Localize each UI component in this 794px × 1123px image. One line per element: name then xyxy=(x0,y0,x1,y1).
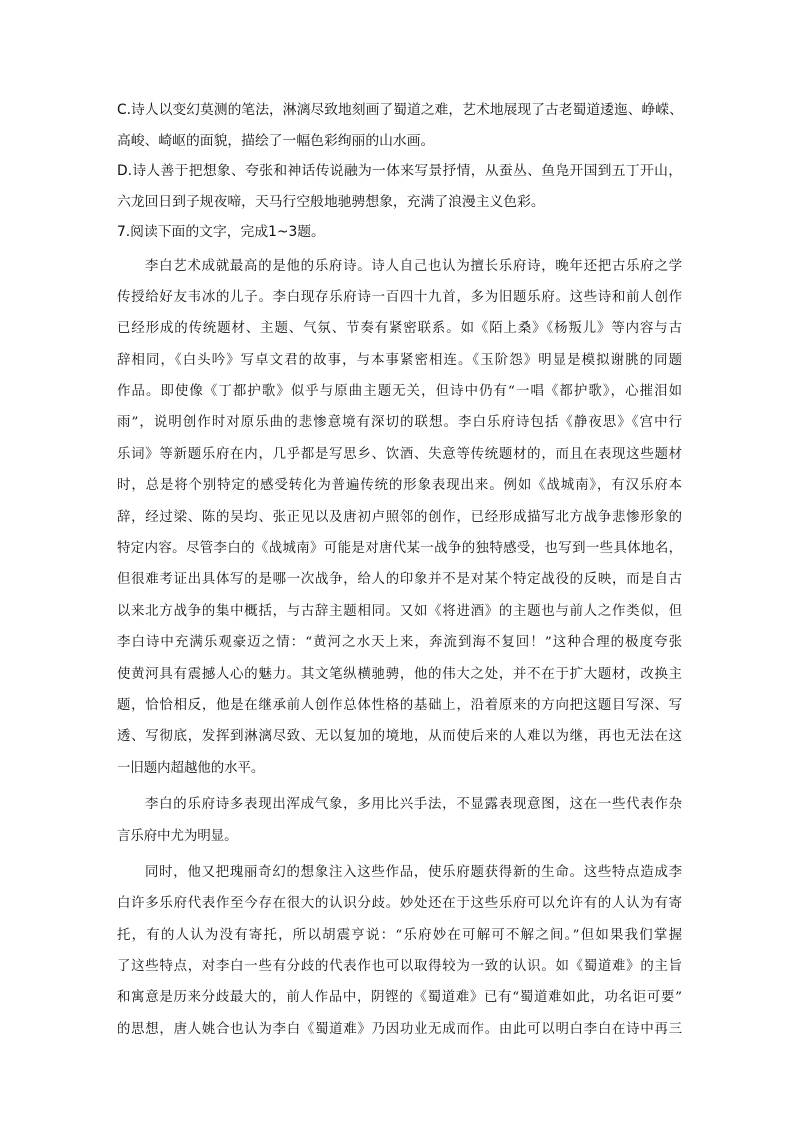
passage-line: 辞相同，《白头吟》写卓文君的故事，与本事紧密相连。《玉阶怨》明显是模拟谢朓的同题 xyxy=(117,352,682,368)
passage-line: 特定内容。尽管李白的《战城南》可能是对唐代某一战争的独特感受，也写到一些具体地名， xyxy=(117,541,682,557)
passage-line: 题，恰恰相反，他是在继承前人创作总体性格的基础上，沿着原来的方向把这题目写深、写 xyxy=(117,697,682,713)
passage-line: 乐词》等新题乐府在内，几乎都是写思乡、饮酒、失意等传统题材的，而且在表现这些题材 xyxy=(117,446,682,462)
passage-line: 辞，经过梁、陈的吴均、张正见以及唐初卢照邻的创作，已经形成描写北方战争悲惨形象的 xyxy=(117,509,682,525)
passage-line: 言乐府中尤为明显。 xyxy=(117,828,238,844)
passage-line: 李白诗中充满乐观豪迈之情：“黄河之水天上来，奔流到海不复回！”这种合理的极度夸张 xyxy=(117,635,682,651)
passage-line: 李白的乐府诗多表现出浑成气象，多用比兴手法，不显露表现意图，这在一些代表作杂 xyxy=(145,797,682,813)
passage-line: 透、写彻底，发挥到淋漓尽致、无以复加的境地，从而使后来的人难以为继，再也无法在这 xyxy=(117,729,682,745)
option-d xyxy=(117,156,682,217)
passage-line: 以来北方战争的集中概括，与古辞主题相同。又如《将进酒》的主题也与前人之作类似，但 xyxy=(117,603,682,619)
passage-line: 雨”，说明创作时对原乐曲的悲惨意境有深切的联想。李白乐府诗包括《静夜思》《宫中行 xyxy=(117,415,682,431)
document-page xyxy=(117,95,682,1045)
option-c-line: C.诗人以变幻莫测的笔法，淋漓尽致地刻画了蜀道之难，艺术地展现了古老蜀道逶迤、峥嵘、 xyxy=(117,102,683,118)
passage-line: 的思想，唐人姚合也认为李白《蜀道难》乃因功业无成而作。由此可以明白李白在诗中再三 xyxy=(117,1021,682,1037)
passage-line: 白许多乐府代表作至今存在很大的认识分歧。妙处还在于这些乐府可以允许有的人认为有寄 xyxy=(117,896,682,912)
passage-line: 托，有的人认为没有寄托，所以胡震亨说：“乐府妙在可解可不解之间。”但如果我们掌握 xyxy=(117,927,682,943)
option-c xyxy=(117,95,682,156)
passage-line: 一旧题内超越他的水平。 xyxy=(117,760,265,776)
passage-paragraph-2 xyxy=(117,789,682,852)
passage-paragraph-1 xyxy=(117,251,682,785)
passage-line: 和寓意是历来分歧最大的，前人作品中，阴铿的《蜀道难》已有“蜀道难如此，功名讵可要” xyxy=(117,990,682,1006)
passage-line: 使黄河具有震撼人心的魅力。其文笔纵横驰骋，他的伟大之处，并不在于扩大题材，改换主 xyxy=(117,666,682,682)
passage-line: 同时，他又把瑰丽奇幻的想象注入这些作品，使乐府题获得新的生命。这些特点造成李 xyxy=(145,864,682,880)
option-d-line: D.诗人善于把想象、夸张和神话传说融为一体来写景抒情，从蚕丛、鱼凫开国到五丁开山， xyxy=(117,163,682,179)
question-heading: 7.阅读下面的文字，完成1~3题。 xyxy=(117,224,325,240)
passage-line: 但很难考证出具体写的是哪一次战争，给人的印象并不是对某个特定战役的反映，而是自古 xyxy=(117,572,682,588)
passage-line: 李白艺术成就最高的是他的乐府诗。诗人自己也认为擅长乐府诗，晚年还把古乐府之学 xyxy=(145,258,682,274)
passage-line: 作品。即使像《丁都护歌》似乎与原曲主题无关，但诗中仍有“一唱《都护歌》，心摧泪如 xyxy=(117,384,682,400)
passage-line: 了这些特点，对李白一些有分歧的代表作也可以取得较为一致的认识。如《蜀道难》的主旨 xyxy=(117,959,682,975)
option-c-line: 高峻、崎岖的面貌，描绘了一幅色彩绚丽的山水画。 xyxy=(117,132,435,149)
passage-paragraph-3 xyxy=(117,857,682,1045)
passage-line: 已经形成的传统题材、主题、气氛、节奏有紧密联系。如《陌上桑》《杨叛儿》等内容与古 xyxy=(117,321,682,337)
option-d-line: 六龙回日到子规夜啼，天马行空般地驰骋想象，充满了浪漫主义色彩。 xyxy=(117,193,545,210)
passage-line: 时，总是将个别特定的感受转化为普遍传统的形象表现出来。例如《战城南》，有汉乐府本 xyxy=(117,478,682,494)
passage-line: 传授给好友韦冰的儿子。李白现存乐府诗一百四十九首，多为旧题乐府。这些诗和前人创作 xyxy=(117,289,682,305)
